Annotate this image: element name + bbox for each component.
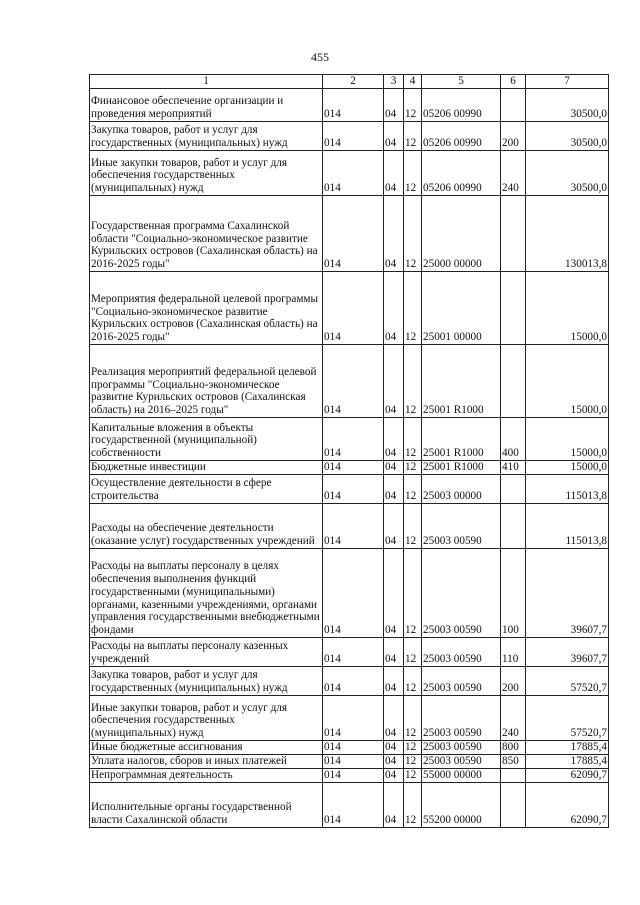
target-article-code: 55200 00000 — [422, 783, 501, 828]
expense-type-code — [501, 769, 526, 783]
budget-table — [89, 74, 609, 828]
target-article-code: 25001 R1000 — [422, 461, 501, 475]
subsection-code: 12 — [404, 418, 422, 461]
column-header-7: 7 — [526, 75, 609, 89]
expense-name: Расходы на выплаты персоналу в целях обеспечения выполнения функций государственными (муниципальными) органами, казенными учреждениями, органами управления государственными внебюджетными фондами — [90, 549, 323, 638]
table-row — [90, 769, 609, 783]
expense-type-code — [501, 783, 526, 828]
section-code: 04 — [384, 755, 404, 769]
table-row — [90, 461, 609, 475]
expense-name: Бюджетные инвестиции — [90, 461, 323, 475]
subsection-code: 12 — [404, 638, 422, 667]
expense-type-code: 110 — [501, 638, 526, 667]
ministry-code: 014 — [323, 638, 384, 667]
target-article-code: 25003 00590 — [422, 667, 501, 696]
ministry-code: 014 — [323, 475, 384, 504]
column-header-2: 2 — [323, 75, 384, 89]
expense-name: Государственная программа Сахалинской области "Социально-экономическое развитие Курильских островов (Сахалинская область) на 2016-2025 годы" — [90, 196, 323, 272]
table-row — [90, 783, 609, 828]
subsection-code: 12 — [404, 696, 422, 741]
table-row — [90, 741, 609, 755]
expense-type-code — [501, 272, 526, 345]
amount: 30500,0 — [526, 89, 609, 122]
table-row — [90, 345, 609, 418]
ministry-code: 014 — [323, 151, 384, 196]
subsection-code: 12 — [404, 755, 422, 769]
amount: 115013,8 — [526, 475, 609, 504]
amount: 17885,4 — [526, 741, 609, 755]
target-article-code: 05206 00990 — [422, 151, 501, 196]
ministry-code: 014 — [323, 783, 384, 828]
expense-name: Закупка товаров, работ и услуг для государственных (муниципальных) нужд — [90, 667, 323, 696]
ministry-code: 014 — [323, 696, 384, 741]
expense-type-code — [501, 89, 526, 122]
table-row — [90, 122, 609, 151]
expense-type-code: 240 — [501, 151, 526, 196]
ministry-code: 014 — [323, 345, 384, 418]
section-code: 04 — [384, 638, 404, 667]
section-code: 04 — [384, 696, 404, 741]
ministry-code: 014 — [323, 122, 384, 151]
subsection-code: 12 — [404, 345, 422, 418]
amount: 17885,4 — [526, 755, 609, 769]
expense-name: Непрограммная деятельность — [90, 769, 323, 783]
section-code: 04 — [384, 196, 404, 272]
section-code: 04 — [384, 783, 404, 828]
column-header-5: 5 — [422, 75, 501, 89]
subsection-code: 12 — [404, 272, 422, 345]
table-row — [90, 504, 609, 549]
section-code: 04 — [384, 549, 404, 638]
table-row — [90, 272, 609, 345]
expense-type-code — [501, 504, 526, 549]
amount: 130013,8 — [526, 196, 609, 272]
expense-name: Осуществление деятельности в сфере строительства — [90, 475, 323, 504]
expense-type-code: 240 — [501, 696, 526, 741]
target-article-code: 25001 00000 — [422, 272, 501, 345]
section-code: 04 — [384, 667, 404, 696]
subsection-code: 12 — [404, 549, 422, 638]
section-code: 04 — [384, 769, 404, 783]
subsection-code: 12 — [404, 122, 422, 151]
subsection-code: 12 — [404, 667, 422, 696]
expense-name: Закупка товаров, работ и услуг для государственных (муниципальных) нужд — [90, 122, 323, 151]
expense-name: Иные закупки товаров, работ и услуг для обеспечения государственных (муниципальных) нужд — [90, 696, 323, 741]
subsection-code: 12 — [404, 151, 422, 196]
subsection-code: 12 — [404, 89, 422, 122]
section-code: 04 — [384, 475, 404, 504]
target-article-code: 55000 00000 — [422, 769, 501, 783]
column-header-4: 4 — [404, 75, 422, 89]
table-row — [90, 418, 609, 461]
subsection-code: 12 — [404, 196, 422, 272]
section-code: 04 — [384, 345, 404, 418]
ministry-code: 014 — [323, 461, 384, 475]
ministry-code: 014 — [323, 504, 384, 549]
expense-name: Уплата налогов, сборов и иных платежей — [90, 755, 323, 769]
target-article-code: 25003 00590 — [422, 549, 501, 638]
table-row — [90, 696, 609, 741]
ministry-code: 014 — [323, 549, 384, 638]
section-code: 04 — [384, 741, 404, 755]
expense-name: Исполнительные органы государственной власти Сахалинской области — [90, 783, 323, 828]
ministry-code: 014 — [323, 667, 384, 696]
table-row — [90, 196, 609, 272]
expense-name: Иные закупки товаров, работ и услуг для обеспечения государственных (муниципальных) нужд — [90, 151, 323, 196]
table-row — [90, 638, 609, 667]
amount: 15000,0 — [526, 345, 609, 418]
table-row — [90, 755, 609, 769]
expense-name: Мероприятия федеральной целевой программы "Социально-экономическое развитие Курильских островов (Сахалинская область) на 2016-2025 годы" — [90, 272, 323, 345]
table-row — [90, 549, 609, 638]
section-code: 04 — [384, 418, 404, 461]
expense-type-code: 200 — [501, 122, 526, 151]
column-header-3: 3 — [384, 75, 404, 89]
table-row — [90, 89, 609, 122]
amount: 15000,0 — [526, 461, 609, 475]
target-article-code: 25000 00000 — [422, 196, 501, 272]
expense-name: Реализация мероприятий федеральной целевой программы "Социально-экономическое развитие Курильских островов (Сахалинская область) на 2016–2025 годы" — [90, 345, 323, 418]
expense-type-code — [501, 345, 526, 418]
expense-name: Иные бюджетные ассигнования — [90, 741, 323, 755]
section-code: 04 — [384, 151, 404, 196]
table-row — [90, 667, 609, 696]
expense-type-code: 850 — [501, 755, 526, 769]
ministry-code: 014 — [323, 769, 384, 783]
expense-name: Расходы на выплаты персоналу казенных учреждений — [90, 638, 323, 667]
amount: 57520,7 — [526, 696, 609, 741]
table-row — [90, 475, 609, 504]
amount: 62090,7 — [526, 783, 609, 828]
table-header-row — [90, 75, 609, 89]
subsection-code: 12 — [404, 504, 422, 549]
target-article-code: 25003 00000 — [422, 475, 501, 504]
ministry-code: 014 — [323, 741, 384, 755]
amount: 62090,7 — [526, 769, 609, 783]
column-header-6: 6 — [501, 75, 526, 89]
target-article-code: 25003 00590 — [422, 696, 501, 741]
subsection-code: 12 — [404, 769, 422, 783]
expense-type-code: 800 — [501, 741, 526, 755]
expense-name: Расходы на обеспечение деятельности (оказание услуг) государственных учреждений — [90, 504, 323, 549]
expense-type-code: 200 — [501, 667, 526, 696]
target-article-code: 25001 R1000 — [422, 418, 501, 461]
section-code: 04 — [384, 272, 404, 345]
amount: 57520,7 — [526, 667, 609, 696]
ministry-code: 014 — [323, 755, 384, 769]
target-article-code: 25003 00590 — [422, 638, 501, 667]
expense-type-code: 400 — [501, 418, 526, 461]
subsection-code: 12 — [404, 461, 422, 475]
table-row — [90, 151, 609, 196]
subsection-code: 12 — [404, 783, 422, 828]
amount: 30500,0 — [526, 122, 609, 151]
section-code: 04 — [384, 89, 404, 122]
target-article-code: 25003 00590 — [422, 504, 501, 549]
expense-name: Капитальные вложения в объекты государственной (муниципальной) собственности — [90, 418, 323, 461]
expense-name: Финансовое обеспечение организации и проведения мероприятий — [90, 89, 323, 122]
expense-type-code: 100 — [501, 549, 526, 638]
amount: 30500,0 — [526, 151, 609, 196]
target-article-code: 25003 00590 — [422, 755, 501, 769]
target-article-code: 25001 R1000 — [422, 345, 501, 418]
section-code: 04 — [384, 122, 404, 151]
expense-type-code — [501, 475, 526, 504]
section-code: 04 — [384, 504, 404, 549]
amount: 15000,0 — [526, 418, 609, 461]
ministry-code: 014 — [323, 272, 384, 345]
amount: 15000,0 — [526, 272, 609, 345]
target-article-code: 05206 00990 — [422, 122, 501, 151]
section-code: 04 — [384, 461, 404, 475]
amount: 115013,8 — [526, 504, 609, 549]
subsection-code: 12 — [404, 475, 422, 504]
target-article-code: 25003 00590 — [422, 741, 501, 755]
amount: 39607,7 — [526, 638, 609, 667]
target-article-code: 05206 00990 — [422, 89, 501, 122]
column-header-1: 1 — [90, 75, 323, 89]
expense-type-code: 410 — [501, 461, 526, 475]
page-number: 455 — [311, 50, 329, 64]
ministry-code: 014 — [323, 89, 384, 122]
ministry-code: 014 — [323, 196, 384, 272]
subsection-code: 12 — [404, 741, 422, 755]
ministry-code: 014 — [323, 418, 384, 461]
amount: 39607,7 — [526, 549, 609, 638]
expense-type-code — [501, 196, 526, 272]
